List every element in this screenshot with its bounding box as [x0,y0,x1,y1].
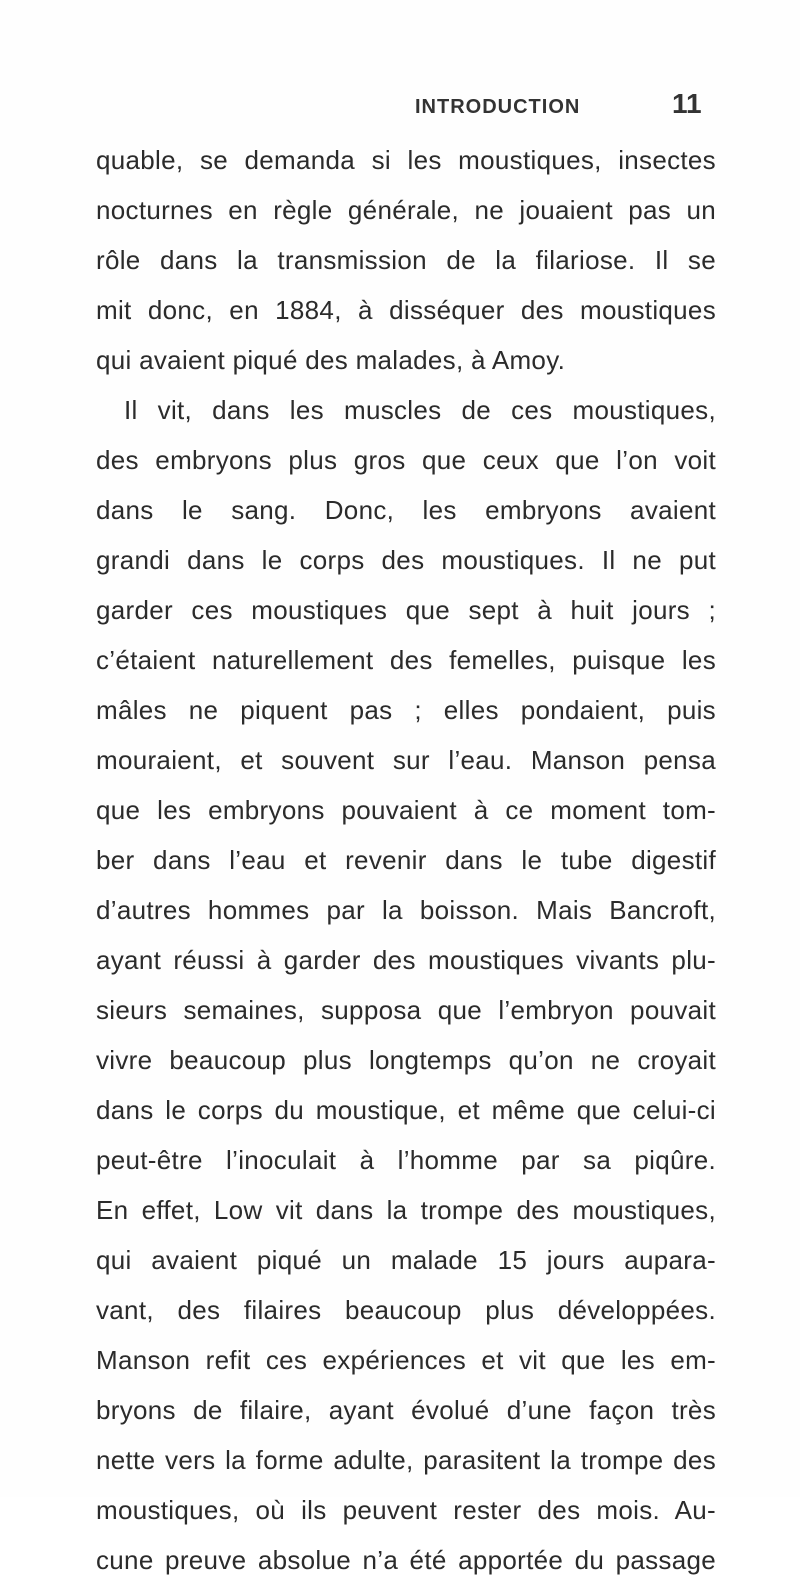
text-line: que les embryons pouvaient à ce moment tom- [96,795,716,825]
text-line: vivre beaucoup plus longtemps qu’on ne croyait [96,1045,716,1075]
text-line: dans le sang. Donc, les embryons avaient [96,495,716,525]
text-line: nocturnes en règle générale, ne jouaient pas un [96,195,716,225]
text-line: quable, se demanda si les moustiques, insectes [96,145,716,175]
text-line: des embryons plus gros que ceux que l’on voit [96,445,716,475]
chapter-title: INTRODUCTION [415,96,581,118]
text-line: grandi dans le corps des moustiques. Il ne put [96,545,716,575]
body-text [96,135,716,1585]
text-line: mouraient, et souvent sur l’eau. Manson pensa [96,745,716,775]
text-line: peut-être l’inoculait à l’homme par sa piqûre. [96,1145,716,1175]
text-line: garder ces moustiques que sept à huit jours ; [96,595,716,625]
text-line: ber dans l’eau et revenir dans le tube digestif [96,845,716,875]
text-line: mit donc, en 1884, à disséquer des moustiques [96,295,716,325]
text-line: cune preuve absolue n’a été apportée du passage [96,1545,716,1575]
page-number: 11 [672,88,702,119]
text-line: d’autres hommes par la boisson. Mais Bancroft, [96,895,716,925]
text-line: bryons de filaire, ayant évolué d’une façon très [96,1395,716,1425]
text-line: En effet, Low vit dans la trompe des moustiques, [96,1195,716,1225]
text-line: Manson refit ces expériences et vit que les em- [96,1345,716,1375]
text-line: ayant réussi à garder des moustiques vivants plu- [96,945,716,975]
text-line: mâles ne piquent pas ; elles pondaient, puis [96,695,716,725]
text-line: dans le corps du moustique, et même que celui-ci [96,1095,716,1125]
text-line: c’étaient naturellement des femelles, puisque les [96,645,716,675]
text-line: Il vit, dans les muscles de ces moustiques, [124,395,716,425]
text-line: rôle dans la transmission de la filariose. Il se [96,245,716,275]
running-head [0,88,800,128]
text-line: moustiques, où ils peuvent rester des mois. Au- [96,1495,716,1525]
text-line: nette vers la forme adulte, parasitent la trompe des [96,1445,716,1475]
text-line: vant, des filaires beaucoup plus développées. [96,1295,716,1325]
text-line: qui avaient piqué un malade 15 jours aupara- [96,1245,716,1275]
text-line: qui avaient piqué des malades, à Amoy. [96,345,566,375]
text-line: sieurs semaines, supposa que l’embryon pouvait [96,995,716,1025]
